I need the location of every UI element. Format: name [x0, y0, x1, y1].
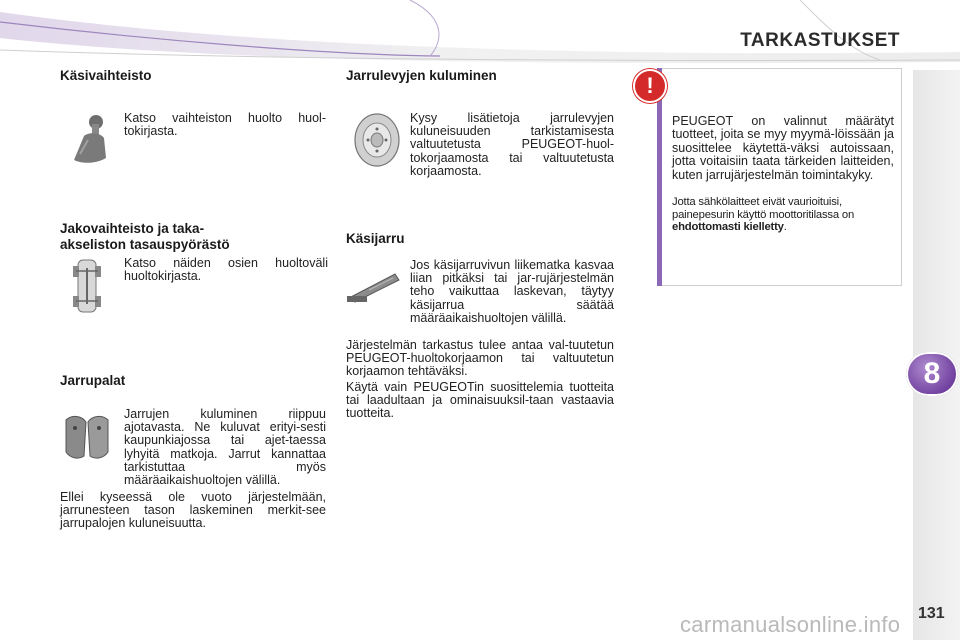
section-title-handbrake: Käsijarru: [346, 231, 405, 246]
handbrake-text3: Käytä vain PEUGEOTin suosittelemia tuotteita tai laadultaan ja ominaisuuksil-taan vastaavia tuotteita.: [346, 380, 614, 421]
section-title-gearbox: Käsivaihteisto: [60, 68, 152, 83]
section-title-brake-pads: Jarrupalat: [60, 373, 126, 388]
drivetrain-icon: [72, 258, 102, 314]
exclamation-icon: !: [633, 69, 667, 103]
handbrake-lever-icon: [345, 268, 401, 304]
warning-text2-bold: ehdottomasti kielletty: [672, 221, 784, 234]
warning-text2: [672, 196, 894, 234]
handbrake-text: Jos käsijarruvivun liikematka kasvaa liian pitkäksi tai jar-rujärjestelmän teho vaikuttaa laskevan, täytyy käsijarrua säätää määräaikaishuoltojen välillä.: [410, 258, 614, 325]
page-number: 131: [918, 605, 945, 622]
transfer-text: Katso näiden osien huoltoväli huoltokirjasta.: [124, 256, 328, 284]
warning-text2-suffix: .: [783, 221, 787, 234]
gear-lever-icon: [66, 114, 112, 164]
section-title-disc-wear: Jarrulevyjen kuluminen: [346, 68, 497, 83]
watermark: carmanualsonline.info: [680, 612, 901, 637]
section-title-transfer-line1: Jakovaihteisto ja taka-: [60, 221, 205, 236]
brake-pads-text: Jarrujen kuluminen riippuu ajotavasta. Ne kuluvat erityi-sesti kaupunkiajossa tai ajet-taessa lyhyitä matkoja. Jarrut kannattaa tarkistuttaa myös määräaikaishuoltojen välillä.: [124, 407, 326, 488]
section-title-transfer-line2: akseliston tasauspyörästö: [60, 237, 230, 252]
brake-pads-text2: Ellei kyseessä ole vuoto järjestelmään, jarrunesteen tason laskeminen merkit-see jarrupalojen kuluneisuutta.: [60, 490, 326, 531]
gearbox-text: Katso vaihteiston huolto huol-tokirjasta.: [124, 111, 326, 139]
chapter-badge: 8: [906, 352, 958, 396]
page-title: TARKASTUKSET: [740, 30, 900, 51]
warning-text2-prefix: Jotta sähkölaitteet eivät vaurioituisi, painepesurin käyttö moottoritilassa on: [672, 196, 855, 221]
brake-pads-icon: [62, 412, 112, 462]
brake-disc-icon: [352, 112, 402, 168]
disc-wear-text: Kysy lisätietoja jarrulevyjen kuluneisuuden tarkistamisesta valtuutetusta PEUGEOT-huol-tokorjaamosta tai valtuutetusta korjaamosta.: [410, 111, 614, 178]
handbrake-text2: Järjestelmän tarkastus tulee antaa val-tuutetun PEUGEOT-huoltokorjaamon tai valtuutetun korjaamon tehtäväksi.: [346, 338, 614, 379]
warning-text: PEUGEOT on valinnut määrätyt tuotteet, joita se myy myymä-löissään ja suosittelee käytettä-väksi autoissaan, jotta voitaisiin taata tärkeiden laitteiden, kuten jarrujärjestelmän toimintakyky.: [672, 114, 894, 182]
